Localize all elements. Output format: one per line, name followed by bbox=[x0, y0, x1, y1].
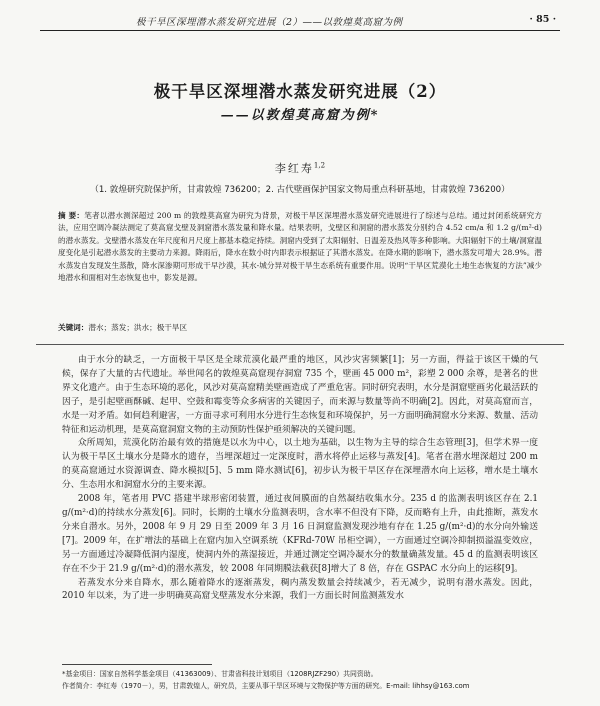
body-paragraph-1: 由于水分的缺乏，一方面极干旱区是全球荒漠化最严重的地区，风沙灾害频繁[1]；另一方面，得益于该区干燥的气候，保存了大量的古代遗址。举世闻名的敦煌莫高窟现存洞窟 735 个，壁画 45 000 m²，彩塑 2 000 余尊，是著名的世界文化遗产。由于生态环境的恶化，风沙对莫高窟精美壁画造成了严重危害。同时研究表明，水分是洞窟壁画劣化最活跃的因子，是引起壁画酥碱、起甲、空鼓和霉变等众多病害的关键因子，而来源与数量等尚不明确[2]。因此，对莫高窟而言，水是一对矛盾。如何趋利避害，一方面寻求可利用水分进行生态恢复和环境保护，另一方面明确洞窟水分来源、数量、活动特征和运动机理，是莫高窟洞窟文物的主动预防性保护亟须解决的关键问题。 bbox=[62, 355, 538, 435]
abstract-label: 摘 要： bbox=[58, 211, 85, 220]
article-title: 极干旱区深埋潜水蒸发研究进展（2） bbox=[153, 82, 447, 101]
keywords bbox=[58, 322, 542, 333]
author-affiliation-marks: 1,2 bbox=[313, 161, 326, 170]
author-name: 李红寿 bbox=[274, 162, 314, 175]
abstract bbox=[58, 210, 542, 284]
running-header bbox=[40, 14, 560, 31]
body-paragraph-2: 众所周知，荒漠化防治最有效的措施是以水为中心，以土地为基础，以生物为主导的综合生态管理[3]，但学术界一度认为极干旱区土壤水分是降水的遗存，当埋深超过一定深度时，潜水将停止运移与蒸发[4]。笔者在潜水埋深超过 200 m 的莫高窟通过水资源调查、降水模拟[5]、5 mm 降水测试[6]，初步认为极干旱区存在深埋潜水向上运移，增水是土壤水分、生态用水和洞窟水分的主要来源。 bbox=[62, 438, 538, 491]
section-divider bbox=[36, 344, 564, 345]
running-title: 极干旱区深埋潜水蒸发研究进展（2）——以敦煌莫高窟为例 bbox=[136, 17, 403, 28]
body-text bbox=[62, 354, 538, 604]
body-paragraph-4: 若蒸发水分来自降水，那么随着降水的逐渐蒸发，稠内蒸发数量会持续减少，若无减少，说明有潜水蒸发。因此，2010 年以来，为了进一步明确莫高窟戈壁蒸发水分来源，我们一方面长时间监测蒸发水 bbox=[62, 577, 538, 602]
affiliation: （1. 敦煌研究院保护所，甘肃敦煌 736200；2. 古代壁画保护国家文物局重点科研基地，甘肃敦煌 736200） bbox=[90, 185, 510, 195]
abstract-text: 笔者以潜水测深超过 200 m 的敦煌莫高窟为研究为背景，对极干旱区深埋潜水蒸发研究进展进行了综述与总结。通过封闭系统研究方法，应用空调冷凝法测定了莫高窟戈壁及洞窟潜水蒸发量和降水量。结果表明，戈壁区和洞窟的潜水蒸发分别约合 4.52 cm/a 和 1.2 g/(m²·d)的潜水蒸发。戈壁潜水蒸发在年尺度和月尺度上都基本稳定持续。洞窟内受到了太阳辐射、日温差及热风等多种影响。大阳辐射下的土壤/洞窟温度变化是引起潜水蒸发的主要动力来源。降雨后，降水在数小时内即表示根据证了其潜水蒸发。在降水期的影响下，潜水蒸发可增大 28.9%。潜水蒸发自发现发生蒸散，降水深渗期可形成干早沙漠，其水-城分异对极干旱生态系统有重要作用。说明“干旱区荒漠化土地生态恢复的方法”减少地潜水和面相对生态恢复也中，影发是源。 bbox=[58, 211, 542, 283]
page-number: · 85 · bbox=[529, 14, 556, 25]
footnote-divider bbox=[62, 664, 212, 665]
footnote-funding: *基金项目：国家自然科学基金项目（41363009）、甘肃省科技计划项目（1208RJZF290）共同资助。 bbox=[62, 670, 378, 678]
keywords-label: 关键词： bbox=[58, 323, 89, 332]
article-subtitle: ——以敦煌莫高窟为例* bbox=[220, 108, 380, 123]
author-line bbox=[0, 160, 600, 176]
keywords-text: 潜水；蒸发；洪水；极干旱区 bbox=[88, 323, 188, 332]
footnote-author-bio: 作者简介：李红寿（1970－），男，甘肃敦煌人，研究员，主要从事干旱区环境与文物保护等方面的研究。E-mail: lihhsy@163.com bbox=[62, 682, 470, 690]
body-paragraph-3: 2008 年，笔者用 PVC 搭建半球形密闭装置，通过夜间膜面的自然凝结收集水分。235 d 的监测表明该区存在 2.1 g/(m²·d)的持续水分蒸发[6]。同时，长期的土壤水分监测表明，含水率不但没有下降，反而略有上升，由此推断，蒸发水分来自潜水。另外，2008 年 9 月 29 日至 2009 年 3 月 16 日洞窟监测发现沙地有存在 1.25 g/(m²·d)的水分向外输送[7]。2009 年，在扩增法的基础上在窟内加入空调系统（KFRd-70W 吊柜空调），一方面通过空调冷抑制损溢温变效应，另一方面通过冷凝降低洞内湿度，使洞内外的蒸湿接近，并通过测定空调冷凝水分的数量确蒸发量。45 d 的监测表明该区存在不少于 21.9 g/(m²·d)的潜水蒸发，较 2008 年同期膜法截获[8]增大了 8 倍，存在 GSPAC 水分向上的运移[9]。 bbox=[62, 494, 538, 574]
